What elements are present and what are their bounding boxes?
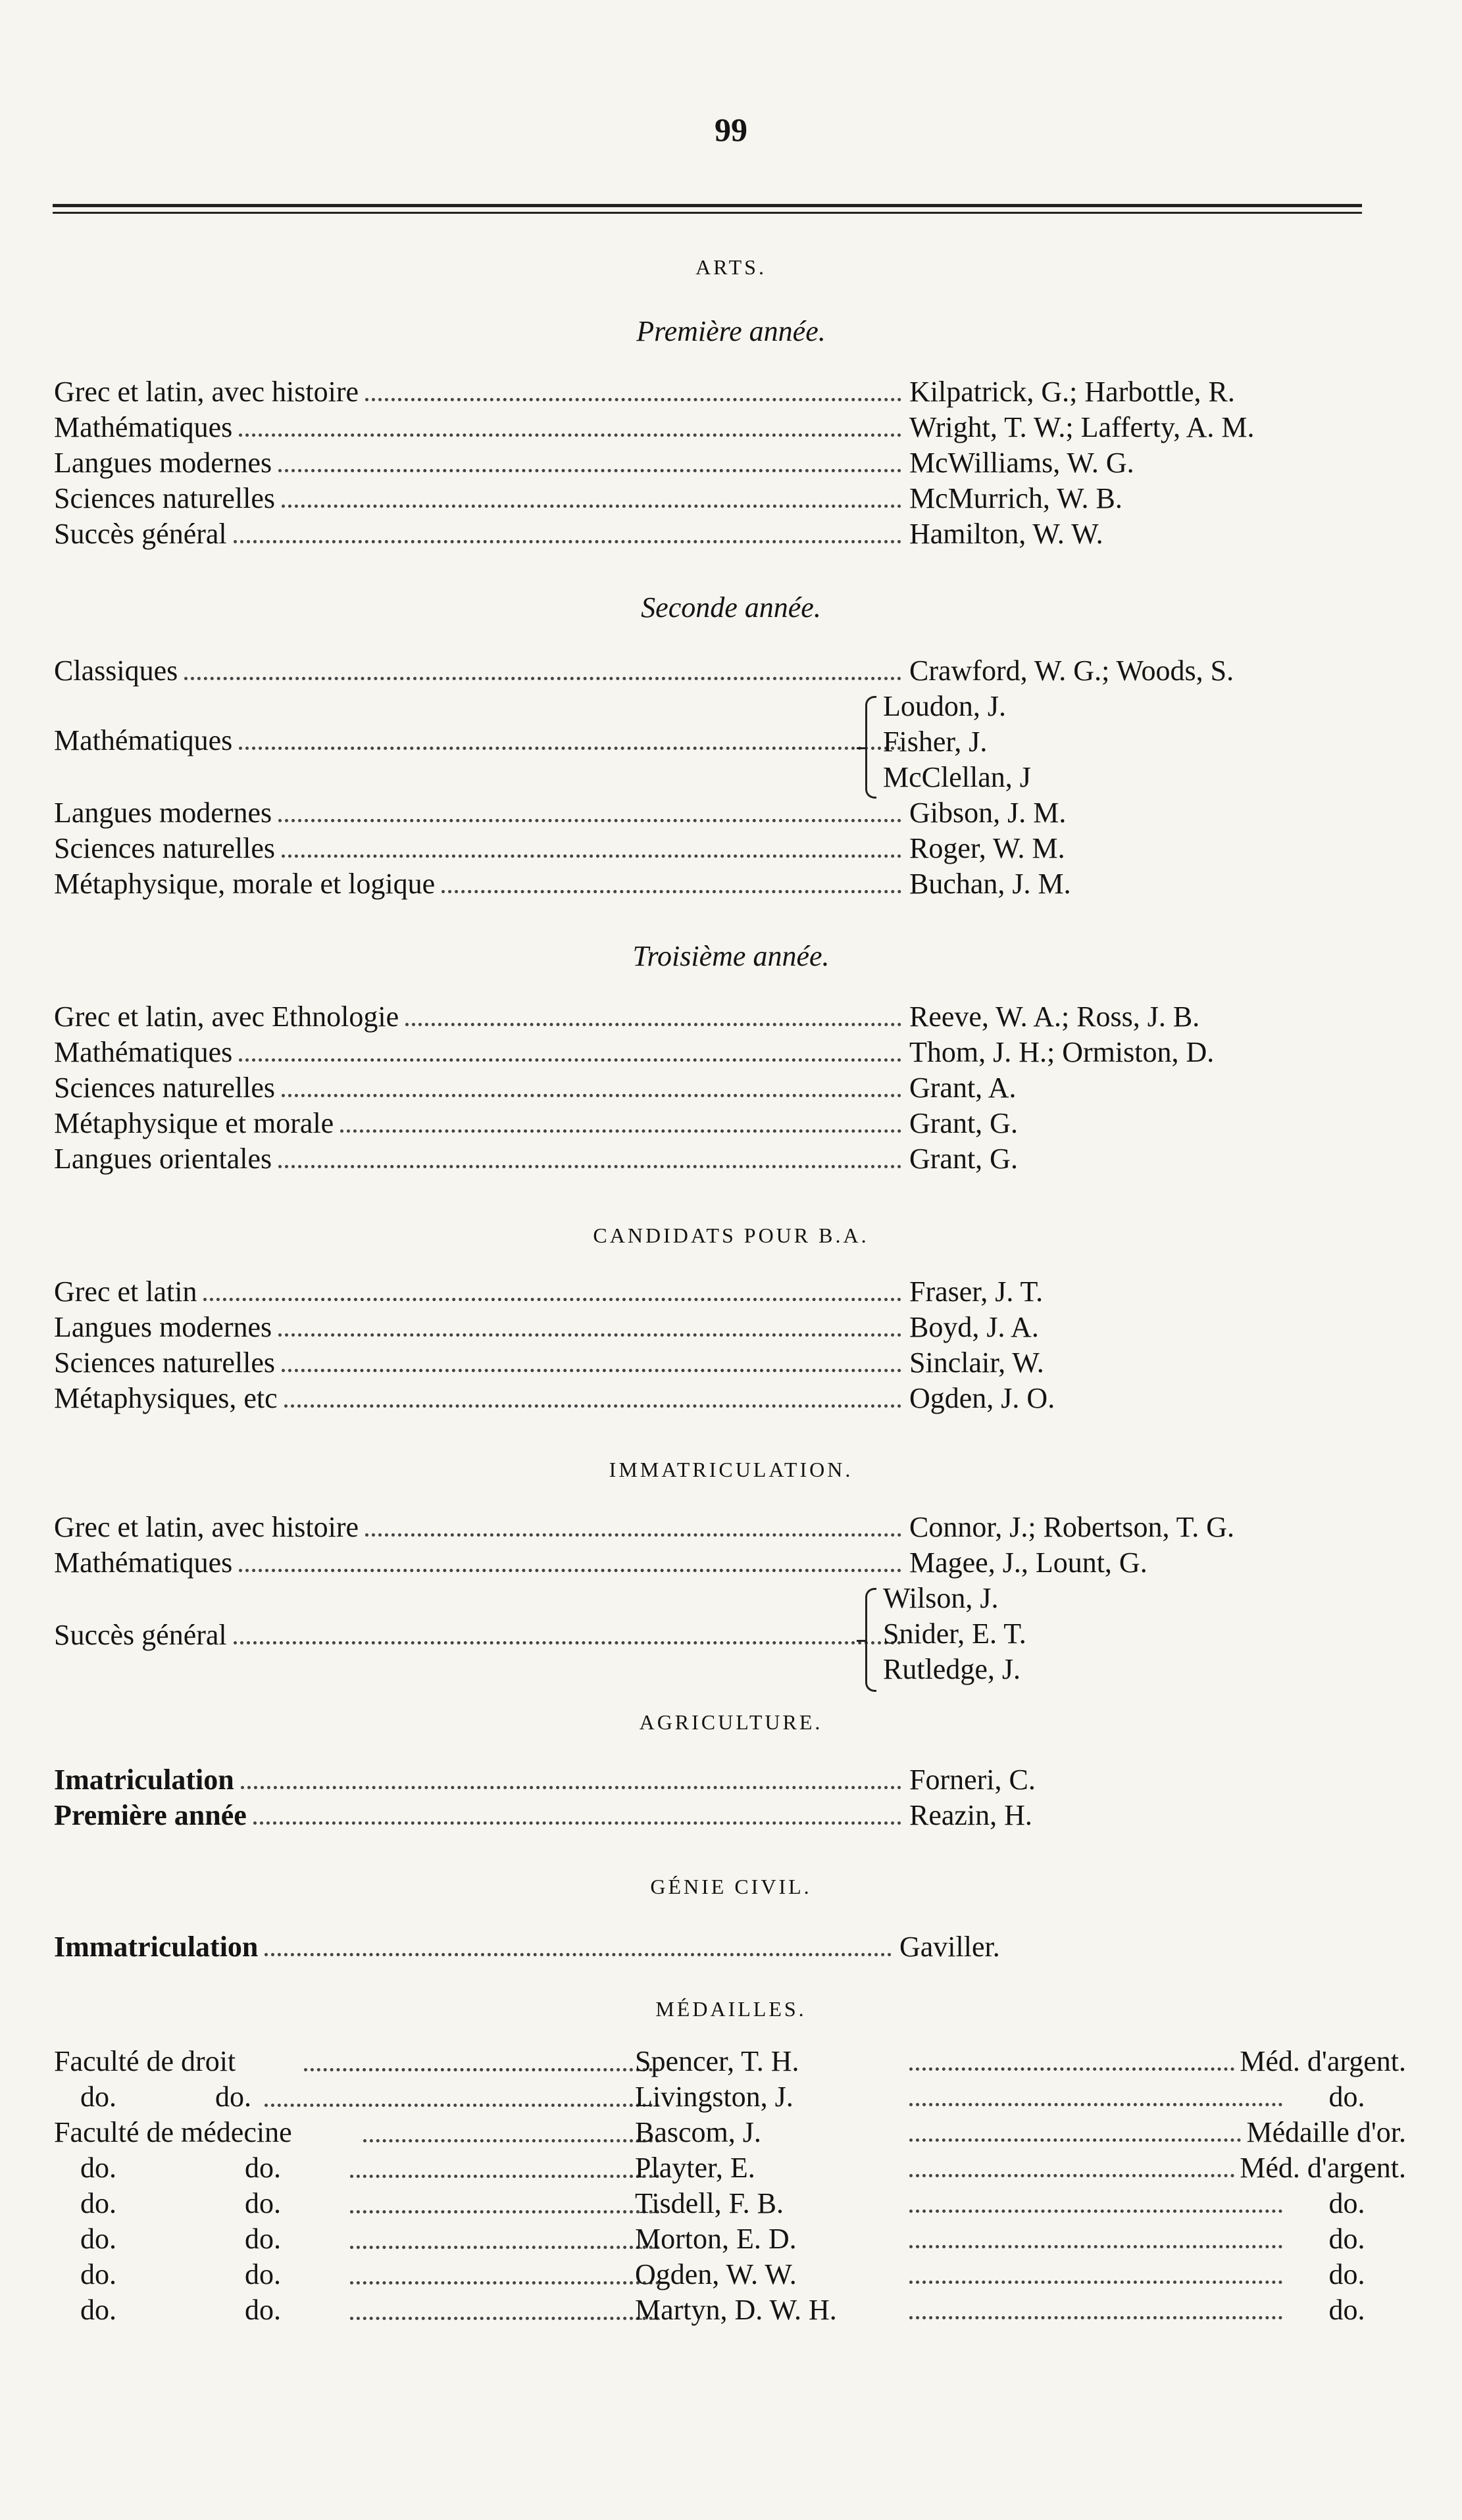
faculty: do. (80, 2223, 116, 2255)
third-year-title: Troisième année. (632, 940, 830, 972)
medal-recipient: Playter, E. (635, 2152, 755, 2184)
medal-award: Méd. d'argent. (1240, 2152, 1406, 2184)
table-row (54, 1381, 1370, 1416)
medal-recipient: Tisdell, F. B. (635, 2187, 784, 2219)
subject: Langues modernes (54, 447, 272, 479)
second-year-title: Seconde année. (641, 591, 821, 624)
subject: Succès général (54, 1619, 227, 1651)
subject: Grec et latin (54, 1275, 197, 1308)
medal-award: do. (1328, 2294, 1365, 2326)
faculty: do. (80, 2187, 116, 2219)
subject: Grec et latin, avec Ethnologie (54, 1001, 399, 1033)
winner: Fisher, J. (883, 726, 988, 758)
subject: Première année (54, 1799, 247, 1831)
subject: Métaphysiques, etc (54, 1382, 278, 1414)
winner: Magee, J., Lount, G. (909, 1546, 1147, 1579)
winner: Grant, G. (909, 1143, 1018, 1175)
winner: Ogden, J. O. (909, 1382, 1055, 1414)
medal-award: Médaille d'or. (1246, 2116, 1406, 2148)
section-title-agriculture: AGRICULTURE. (639, 1710, 823, 1734)
table-row (54, 1142, 1370, 1176)
table-row (54, 2293, 1370, 2327)
table-row (54, 2044, 1406, 2079)
table-row (54, 517, 1370, 551)
subject: Métaphysique, morale et logique (54, 868, 436, 900)
table-row (54, 482, 1370, 516)
table-row (54, 2186, 1370, 2221)
table-row (54, 1618, 1370, 1652)
winner: Forneri, C. (909, 1764, 1036, 1796)
faculty: do. (245, 2152, 281, 2184)
winner: McMurrich, W. B. (909, 482, 1122, 514)
subject: Mathématiques (54, 1036, 233, 1068)
section-title-matriculation: IMMATRICULATION. (609, 1458, 853, 1481)
winner: Wright, T. W.; Lafferty, A. M. (909, 411, 1255, 443)
winner: Connor, J.; Robertson, T. G. (909, 1511, 1235, 1543)
header-rule-top (53, 204, 1362, 207)
subject: Langues orientales (54, 1143, 272, 1175)
table-row (54, 1035, 1370, 1070)
winner: Thom, J. H.; Ormiston, D. (909, 1036, 1215, 1068)
subject: Succès général (54, 518, 227, 550)
winner: Wilson, J. (883, 1582, 999, 1614)
winner: Loudon, J. (883, 690, 1006, 722)
subject: Sciences naturelles (54, 1072, 275, 1104)
first-year-title: Première année. (636, 315, 826, 347)
medal-award: do. (1328, 2223, 1365, 2255)
table-row (54, 2115, 1406, 2150)
medal-recipient: Morton, E. D. (635, 2223, 797, 2255)
faculty: do. (245, 2294, 281, 2326)
table-row (54, 1346, 1370, 1380)
faculty: do. (245, 2223, 281, 2255)
winner: Kilpatrick, G.; Harbottle, R. (909, 376, 1235, 408)
medal-recipient: Bascom, J. (635, 2116, 761, 2148)
table-row (54, 654, 1370, 688)
table-row (54, 724, 1370, 758)
subject: Grec et latin, avec histoire (54, 1511, 359, 1543)
table-row (54, 410, 1370, 445)
table-row (54, 867, 1370, 901)
winner: Rutledge, J. (883, 1653, 1021, 1685)
table-row (54, 1510, 1370, 1544)
subject: Immatriculation (54, 1931, 259, 1963)
medal-award: do. (1328, 2081, 1365, 2113)
medal-recipient: Livingston, J. (635, 2081, 794, 2113)
subject: Imatriculation (54, 1764, 234, 1796)
winner: Sinclair, W. (909, 1346, 1044, 1379)
table-row (54, 1763, 1370, 1797)
subject: Classiques (54, 655, 178, 687)
winner: Crawford, W. G.; Woods, S. (909, 655, 1234, 687)
medal-recipient: Spencer, T. H. (635, 2045, 799, 2077)
section-title-medals: MÉDAILLES. (655, 1997, 807, 2021)
winner: Buchan, J. M. (909, 868, 1071, 900)
subject: Sciences naturelles (54, 1346, 275, 1379)
subject: Mathématiques (54, 724, 233, 756)
subject: Métaphysique et morale (54, 1107, 334, 1139)
faculty: do. (245, 2258, 281, 2290)
table-row (54, 446, 1370, 480)
table-row (54, 1310, 1370, 1345)
winner: Hamilton, W. W. (909, 518, 1103, 550)
subject: Langues modernes (54, 797, 272, 829)
winner: Grant, G. (909, 1107, 1018, 1139)
section-title-ba-candidates: CANDIDATS POUR B.A. (593, 1223, 869, 1247)
medal-recipient: Martyn, D. W. H. (635, 2294, 837, 2326)
winner: McClellan, J (883, 761, 1031, 793)
table-row (54, 1106, 1370, 1141)
table-row (54, 831, 1370, 866)
faculty: do. (80, 2258, 116, 2290)
table-row (54, 1071, 1370, 1105)
table-row (54, 796, 1370, 830)
faculty: do. (215, 2081, 251, 2113)
section-title-arts: ARTS. (695, 255, 767, 279)
table-row (54, 2080, 1370, 2114)
winner: Reazin, H. (909, 1799, 1032, 1831)
subject: Mathématiques (54, 411, 233, 443)
medal-award: do. (1328, 2187, 1365, 2219)
medal-recipient: Ogden, W. W. (635, 2258, 797, 2290)
winner: Gibson, J. M. (909, 797, 1067, 829)
section-title-civil-engineering: GÉNIE CIVIL. (650, 1875, 812, 1898)
winner: Snider, E. T. (883, 1618, 1026, 1650)
winner: Boyd, J. A. (909, 1311, 1039, 1343)
page-number: 99 (715, 111, 747, 148)
winner: McWilliams, W. G. (909, 447, 1134, 479)
winner: Grant, A. (909, 1072, 1017, 1104)
faculty: Faculté de médecine (54, 2116, 292, 2148)
subject: Sciences naturelles (54, 832, 275, 864)
subject: Langues modernes (54, 1311, 272, 1343)
winner: Gaviller. (899, 1931, 1000, 1963)
subject: Grec et latin, avec histoire (54, 376, 359, 408)
table-row (54, 1546, 1370, 1580)
faculty: do. (80, 2081, 116, 2113)
subject: Sciences naturelles (54, 482, 275, 514)
table-row (54, 2151, 1406, 2185)
faculty: do. (245, 2187, 281, 2219)
faculty: do. (80, 2294, 116, 2326)
table-row (54, 1930, 1370, 1964)
winner: Roger, W. M. (909, 832, 1065, 864)
faculty: do. (80, 2152, 116, 2184)
medal-award: do. (1328, 2258, 1365, 2290)
winner: Reeve, W. A.; Ross, J. B. (909, 1001, 1200, 1033)
table-row (54, 1275, 1370, 1309)
faculty: Faculté de droit (54, 2045, 236, 2077)
medal-award: Méd. d'argent. (1240, 2045, 1406, 2077)
table-row (54, 2222, 1370, 2256)
header-rule-bottom (53, 212, 1362, 214)
subject: Mathématiques (54, 1546, 233, 1579)
winner: Fraser, J. T. (909, 1275, 1044, 1308)
table-row (54, 375, 1370, 409)
table-row (54, 1000, 1370, 1034)
table-row (54, 2258, 1370, 2292)
table-row (54, 1798, 1370, 1833)
